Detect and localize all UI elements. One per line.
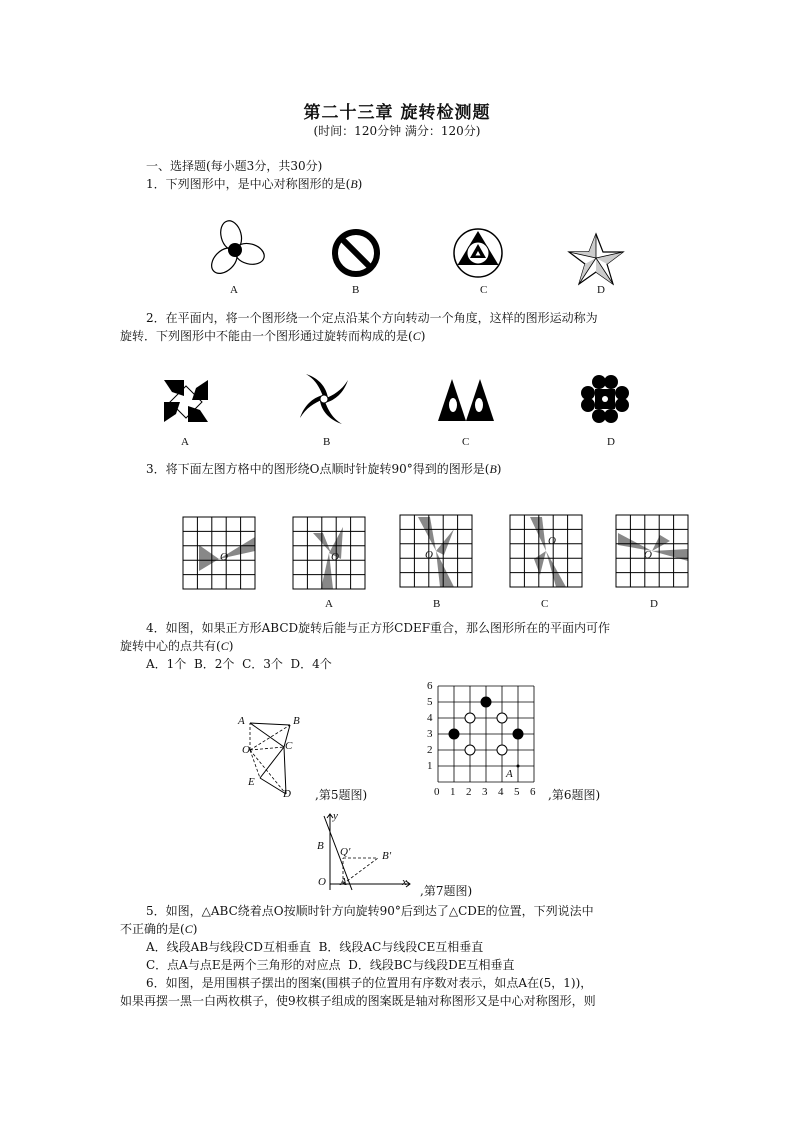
q3-center-label-d: O [644, 549, 652, 561]
q4-option-c: C．3个 [242, 657, 283, 671]
paren-close: ) [357, 177, 363, 191]
fig6-xtick-3: 3 [482, 786, 488, 798]
fig6-xtick-5: 5 [514, 786, 520, 798]
q1-label-c: C [480, 284, 488, 296]
fig7-label-b-prime: B′ [382, 850, 392, 862]
q3-label-b: B [433, 598, 441, 610]
fig6-ytick-4: 4 [427, 712, 433, 724]
fig5-label-e: E [248, 776, 255, 788]
q5-option-c: C．点A与点E是两个三角形的对应点 [146, 958, 341, 972]
q1-label-d: D [597, 284, 605, 296]
page-title: 第二十三章 旋转检测题 [303, 103, 491, 123]
q2-option-c-triangles-icon [436, 377, 496, 423]
fig7-label-o: O [318, 876, 326, 888]
q1-option-a-fan-icon [200, 222, 270, 282]
fig7-label-a: A [340, 876, 347, 888]
section-heading: 一、选择题(每小题3分，共30分) [146, 159, 323, 173]
question-5-line2 [120, 921, 197, 938]
q3-center-label-a: O [331, 551, 339, 563]
q1-label-a: A [230, 284, 238, 296]
fig7-label-b: B [317, 840, 324, 852]
question-5-options-ab [146, 939, 483, 956]
q5-option-b: B．线段AC与线段CE互相垂直 [318, 940, 484, 954]
figure-7-caption: ,第7题图) [420, 884, 473, 898]
q1-option-c-triangle-circle-icon [450, 225, 506, 281]
fig7-label-y: y [333, 810, 338, 822]
paren-close: ) [192, 922, 198, 936]
question-2-text: 旋转．下列图形中不能由一个图形通过旋转而构成的是( [120, 329, 413, 343]
question-4-options [146, 656, 332, 673]
q1-option-d-star-icon [566, 232, 626, 288]
question-5-options-cd [146, 957, 514, 974]
q5-option-a: A．线段AB与线段CD互相垂直 [146, 940, 311, 954]
fig7-label-x: x [402, 876, 407, 888]
question-3-answer: B [489, 462, 497, 476]
question-6-line1: 6．如图，是用围棋子摆出的图案(围棋子的位置用有序数对表示，如点A在(5，1))， [146, 976, 593, 990]
question-4-answer: C [220, 639, 229, 653]
q1-option-b-prohibit-icon [330, 227, 382, 279]
q3-original-grid [183, 517, 255, 589]
fig6-xtick-6: 6 [530, 786, 536, 798]
question-6-line2: 如果再摆一黑一白两枚棋子，使9枚棋子组成的图案既是轴对称图形又是中心对称图形，则 [120, 994, 596, 1008]
fig6-ytick-3: 3 [427, 728, 433, 740]
fig7-label-q: Q′ [340, 846, 351, 858]
q2-option-b-swirl-icon [294, 370, 354, 428]
paren-close: ) [496, 462, 502, 476]
question-4-line1: 4．如图，如果正方形ABCD旋转后能与正方形CDEF重合，那么图形所在的平面内可作 [146, 621, 611, 635]
fig6-xtick-0: 0 [434, 786, 440, 798]
q3-center-label-original: O [220, 551, 228, 563]
q5-option-d: D．线段BC与线段DE互相垂直 [348, 958, 515, 972]
fig6-xtick-1: 1 [450, 786, 456, 798]
fig6-ytick-6: 6 [427, 680, 433, 692]
question-2-line2 [120, 328, 425, 345]
question-5-text: 不正确的是( [120, 922, 185, 936]
fig5-label-c: C [285, 740, 293, 752]
question-1-answer: B [350, 177, 358, 191]
paren-close: ) [228, 639, 234, 653]
question-4-text: 旋转中心的点共有( [120, 639, 221, 653]
q2-label-b: B [323, 436, 331, 448]
question-5-line1: 5．如图，△ABC绕着点O按顺时针方向旋转90°后到达了△CDE的位置，下列说法中 [146, 904, 594, 918]
fig5-label-o: O [242, 744, 250, 756]
q3-label-a: A [325, 598, 333, 610]
q4-option-b: B．2个 [193, 657, 235, 671]
figure-5-caption: ,第5题图) [315, 788, 368, 802]
question-2-line1: 2．在平面内，将一个图形绕一个定点沿某个方向转动一个角度，这样的图形运动称为 [146, 311, 598, 325]
q2-label-c: C [462, 436, 470, 448]
question-1 [146, 176, 362, 193]
fig5-label-b: B [293, 715, 300, 727]
question-5-answer: C [184, 922, 193, 936]
fig6-xtick-2: 2 [466, 786, 472, 798]
fig5-label-a: A [238, 715, 245, 727]
q4-option-a: A．1个 [146, 657, 187, 671]
q4-option-d: D．4个 [290, 657, 332, 671]
q3-center-label-b: O [425, 549, 433, 561]
question-3 [146, 461, 501, 478]
fig6-ytick-5: 5 [427, 696, 433, 708]
q1-label-b: B [352, 284, 360, 296]
q2-label-d: D [607, 436, 615, 448]
question-4-line2 [120, 638, 233, 655]
q2-option-d-hearts-icon [580, 374, 630, 424]
q3-center-label-c: O [548, 535, 556, 547]
q3-label-d: D [650, 598, 658, 610]
fig5-label-d: D [283, 788, 291, 800]
question-1-text: 1．下列图形中，是中心对称图形的是( [146, 177, 351, 191]
fig6-ytick-1: 1 [427, 760, 433, 772]
fig6-point-a-label: A [506, 768, 513, 780]
figure-6-go-board [438, 686, 538, 786]
q3-option-b-grid [400, 515, 472, 587]
q2-label-a: A [181, 436, 189, 448]
fig6-xtick-4: 4 [498, 786, 504, 798]
question-2-answer: C [412, 329, 421, 343]
page-subtitle: (时间：120分钟 满分：120分) [313, 124, 481, 138]
q3-option-a-grid [293, 517, 365, 589]
question-3-text: 3．将下面左图方格中的图形绕O点顺时针旋转90°得到的图形是( [146, 462, 490, 476]
figure-5-triangles [234, 712, 314, 802]
q3-option-c-grid [510, 515, 582, 587]
q3-label-c: C [541, 598, 549, 610]
q2-option-a-pinwheel-icon [162, 378, 210, 424]
q3-option-d-grid [616, 515, 688, 587]
paren-close: ) [420, 329, 426, 343]
fig6-ytick-2: 2 [427, 744, 433, 756]
figure-6-caption: ,第6题图) [548, 788, 601, 802]
